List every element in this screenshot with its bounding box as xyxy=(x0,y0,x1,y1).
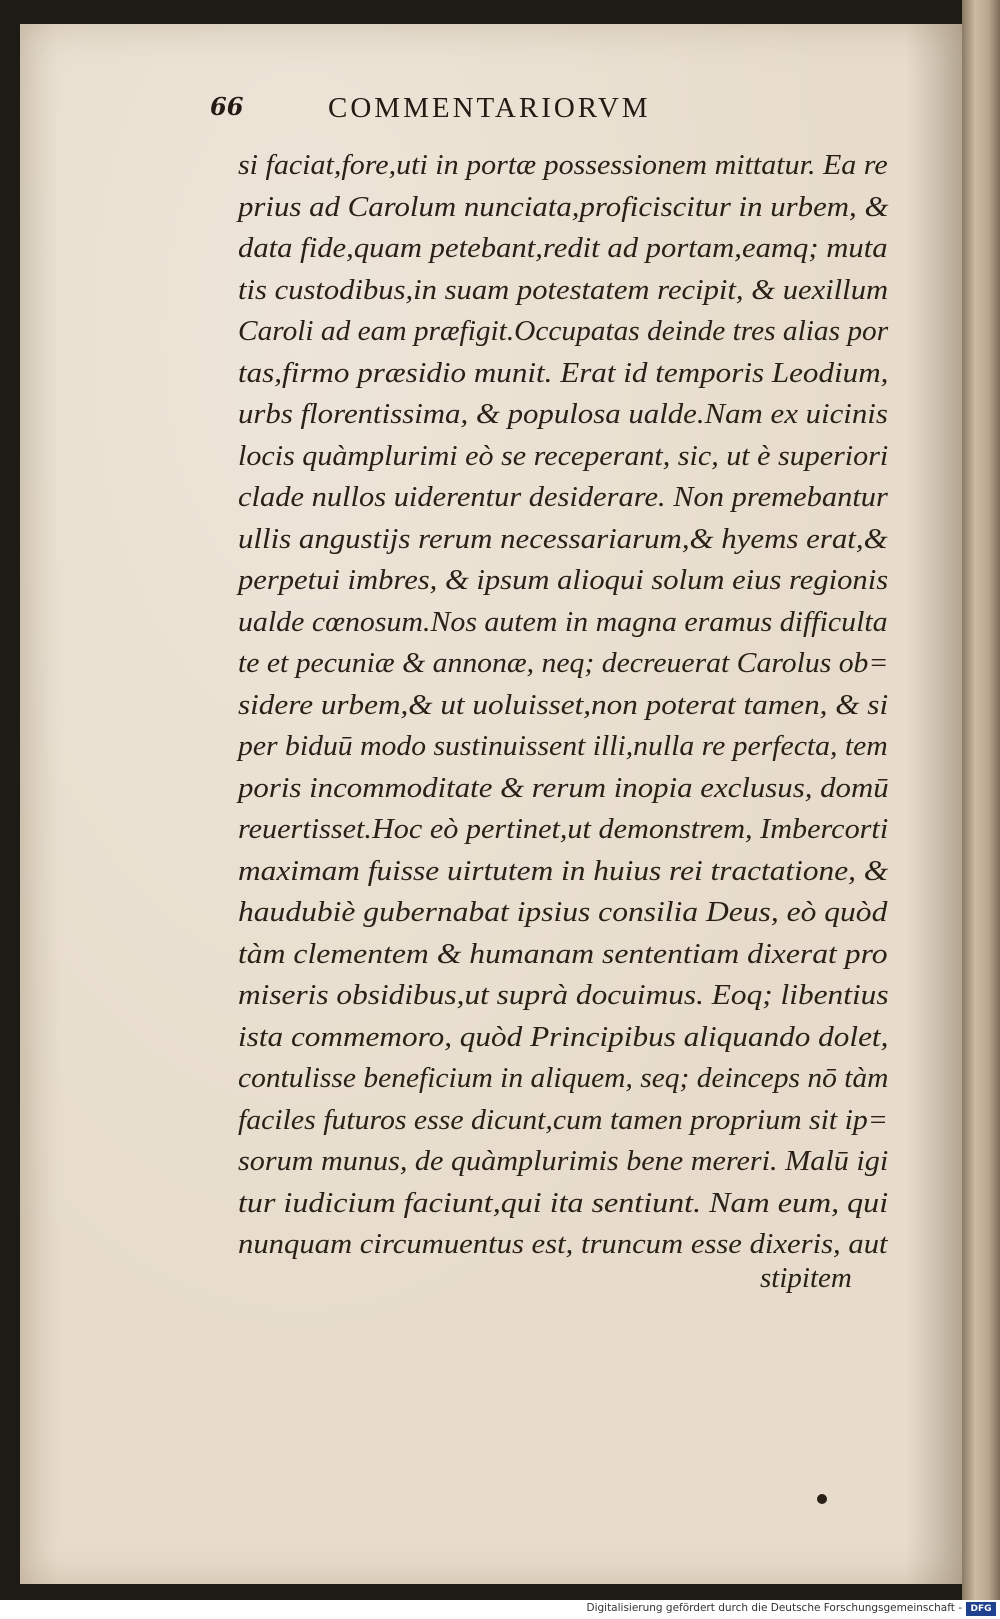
text-line: miseris obsidibus,ut suprà docuimus. Eoq; libentius xyxy=(238,980,889,1011)
text-line: perpetui imbres, & ipsum alioqui solum eius regionis xyxy=(238,565,889,596)
text-line: Caroli ad eam præfigit.Occupatas deinde tres alias por xyxy=(238,316,889,347)
ink-spot xyxy=(817,1494,827,1504)
text-line: sorum munus, de quàmplurimis bene mereri. Malū igi xyxy=(238,1146,889,1177)
text-line: locis quàmplurimi eò se receperant, sic, ut è superiori xyxy=(238,440,889,472)
text-line: contulisse beneficium in aliquem, seq; deinceps nō tàm xyxy=(238,1063,889,1094)
text-line: urbs florentissima, & populosa ualde.Nam ex uicinis xyxy=(238,399,888,430)
text-line: nunquam circumuentus est, truncum esse dixeris, aut xyxy=(238,1229,888,1260)
running-head xyxy=(210,92,830,132)
running-title: COMMENTARIORVM xyxy=(328,92,651,124)
text-line: si faciat,fore,uti in portæ possessionem mittatur. Ea re xyxy=(238,150,888,181)
text-line: faciles futuros esse dicunt,cum tamen proprium sit ip= xyxy=(238,1104,888,1136)
text-line: ullis angustijs rerum necessariarum,& hyems erat,& xyxy=(238,523,888,555)
text-line: prius ad Carolum nunciata,proficiscitur in urbem, & xyxy=(238,191,889,223)
text-line: ualde cœnosum.Nos autem in magna eramus difficulta xyxy=(238,606,888,638)
text-line: maximam fuisse uirtutem in huius rei tractatione, & xyxy=(238,855,889,887)
text-line: per biduū modo sustinuissent illi,nulla re perfecta, tem xyxy=(238,731,888,762)
text-line: reuertisset.Hoc eò pertinet,ut demonstrem, Imbercorti xyxy=(238,814,889,845)
book-spine xyxy=(962,0,1000,1600)
text-line: sidere urbem,& ut uoluisset,non poterat tamen, & si xyxy=(238,689,889,721)
catchword: stipitem xyxy=(760,1262,852,1294)
text-line: tàm clementem & humanam sententiam dixerat pro xyxy=(238,938,888,970)
text-line: poris incommoditate & rerum inopia exclusus, domū xyxy=(238,772,889,804)
footer xyxy=(0,1600,1000,1619)
text-line: ista commemoro, quòd Principibus aliquando dolet, xyxy=(238,1021,889,1053)
text-line: haudubiè gubernabat ipsius consilia Deus, eò quòd xyxy=(238,897,888,928)
text-line: tas,firmo præsidio munit. Erat id temporis Leodium, xyxy=(238,357,889,389)
page-number: 66 xyxy=(210,92,244,121)
text-line: te et pecuniæ & annonæ, neq; decreuerat Carolus ob= xyxy=(238,648,889,679)
text-line: tur iudicium faciunt,qui ita sentiunt. Nam eum, qui xyxy=(238,1187,889,1219)
dfg-logo: DFG xyxy=(966,1602,996,1616)
footer-text: Digitalisierung gefördert durch die Deutsche Forschungsgemeinschaft - xyxy=(586,1602,962,1614)
text-line: tis custodibus,in suam potestatem recipit, & uexillum xyxy=(238,274,889,306)
text-line: clade nullos uiderentur desiderare. Non premebantur xyxy=(238,482,888,513)
text-line: data fide,quam petebant,redit ad portam,eamq; muta xyxy=(238,233,888,264)
